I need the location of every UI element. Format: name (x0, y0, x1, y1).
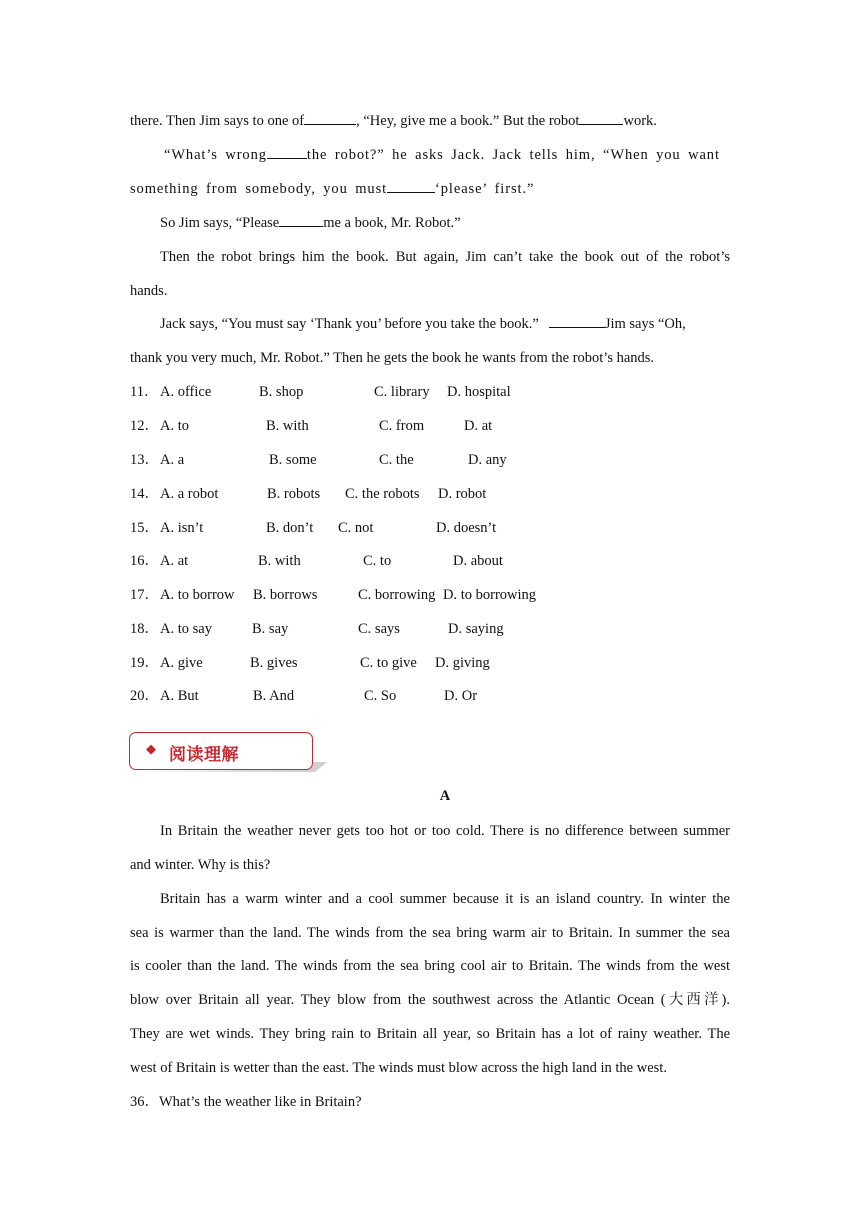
passage-text: , “Hey, give me a book.” But the robot (356, 113, 580, 129)
reading-line: sea is warmer than the land. The winds from the sea bring warm air to Britain. In summer the sea (130, 925, 730, 941)
reading-line: They are wet winds. They bring rain to Britain all year, so Britain has a lot of rainy weather. The (130, 1026, 730, 1042)
option-b: B. gives (250, 655, 298, 671)
option-d: D. any (468, 452, 507, 468)
diamond-icon: ◆ (146, 742, 156, 757)
blank-20 (549, 314, 605, 328)
question-number: 20． (130, 688, 159, 704)
blank-16 (267, 145, 307, 159)
option-a: A. office (160, 384, 212, 400)
reading-line: west of Britain is wetter than the east. The winds must blow across the high land in the west. (130, 1060, 667, 1076)
option-a: A. a robot (160, 486, 219, 502)
passage-line: thank you very much, Mr. Robot.” Then he gets the book he wants from the robot’s hands. (130, 350, 655, 366)
passage-line (164, 145, 730, 165)
question-row (130, 416, 730, 436)
reading-line: blow over Britain all year. They blow from the southwest across the Atlantic Ocean (大西洋). (130, 992, 730, 1008)
option-c: C. says (358, 621, 400, 637)
option-d: D. giving (435, 655, 490, 671)
option-c: C. to (363, 553, 392, 569)
question-row (130, 653, 730, 673)
question-number: 16． (130, 553, 159, 569)
reading-line: In Britain the weather never gets too hot or too cold. There is no difference between summer (160, 823, 730, 839)
option-b: B. with (258, 553, 301, 569)
question-row (130, 686, 730, 706)
question-row (130, 585, 730, 605)
reading-line: Britain has a warm winter and a cool summer because it is an island country. In winter the (160, 891, 730, 907)
passage-text: “What’s wrong (164, 147, 267, 163)
option-c: C. library (374, 384, 430, 400)
option-a: A. give (160, 655, 203, 671)
option-d: D. doesn’t (436, 520, 497, 536)
section-title: 阅读理解 (169, 745, 239, 765)
blank-11 (304, 111, 356, 125)
question-row (130, 484, 730, 504)
passage-text: work. (623, 113, 657, 129)
passage-line (130, 179, 730, 199)
option-a: A. But (160, 688, 199, 704)
option-a: A. at (160, 553, 189, 569)
passage-text: me a book, Mr. Robot.” (323, 215, 461, 231)
question-number: 14． (130, 486, 159, 502)
option-b: B. robots (267, 486, 321, 502)
option-d: D. about (453, 553, 503, 569)
question-number: 12． (130, 418, 159, 434)
question-36: 36．What’s the weather like in Britain? (130, 1094, 362, 1110)
passage-text: ‘please’ first.” (435, 181, 535, 197)
option-c: C. So (364, 688, 397, 704)
passage-text: the robot?” he asks Jack. Jack tells him, “When you want (306, 147, 720, 163)
passage-line (130, 111, 730, 131)
option-b: B. with (266, 418, 309, 434)
question-number: 18． (130, 621, 159, 637)
question-number: 13． (130, 452, 159, 468)
option-b: B. don’t (266, 520, 314, 536)
blank-19 (279, 213, 323, 227)
option-b: B. borrows (253, 587, 318, 603)
question-number: 15． (130, 520, 159, 536)
option-d: D. saying (448, 621, 504, 637)
passage-line: Then the robot brings him the book. But again, Jim can’t take the book out of the robot’s (160, 249, 730, 265)
option-b: B. And (253, 688, 295, 704)
passage-text: So Jim says, “Please (160, 215, 280, 231)
option-a: A. to borrow (160, 587, 235, 603)
option-a: A. isn’t (160, 520, 204, 536)
section-tag (129, 732, 313, 770)
passage-text: Jack says, “You must say ‘Thank you’ before you take the book.” (160, 316, 539, 332)
blank-18 (387, 179, 435, 193)
option-c: C. from (379, 418, 425, 434)
question-number: 17． (130, 587, 159, 603)
option-a: A. to say (160, 621, 212, 637)
option-b: B. some (269, 452, 317, 468)
passage-line (160, 314, 730, 334)
option-c: C. not (338, 520, 374, 536)
question-row (130, 551, 730, 571)
question-number: 19． (130, 655, 159, 671)
option-d: D. robot (438, 486, 487, 502)
blank-15 (579, 111, 623, 125)
option-c: C. the robots (345, 486, 420, 502)
option-b: B. say (252, 621, 289, 637)
option-d: D. Or (444, 688, 478, 704)
option-a: A. to (160, 418, 189, 434)
question-row (130, 382, 730, 402)
option-c: C. borrowing (358, 587, 436, 603)
question-number: 11． (130, 384, 159, 400)
option-a: A. a (160, 452, 185, 468)
passage-text: Jim says “Oh, (604, 316, 686, 332)
option-d: D. hospital (447, 384, 511, 400)
passage-heading: A (439, 788, 451, 804)
reading-line: is cooler than the land. The winds from the sea bring cool air to Britain. The winds from the west (130, 958, 730, 974)
question-row (130, 619, 730, 639)
option-c: C. the (379, 452, 414, 468)
option-b: B. shop (259, 384, 304, 400)
option-d: D. to borrowing (443, 587, 537, 603)
question-row (130, 450, 730, 470)
passage-text: something from somebody, you must (130, 181, 388, 197)
option-d: D. at (464, 418, 493, 434)
option-c: C. to give (360, 655, 417, 671)
question-row (130, 518, 730, 538)
passage-line: hands. (130, 283, 168, 299)
reading-line: and winter. Why is this? (130, 857, 271, 873)
passage-text: there. Then Jim says to one of (130, 113, 305, 129)
passage-line (160, 213, 730, 233)
